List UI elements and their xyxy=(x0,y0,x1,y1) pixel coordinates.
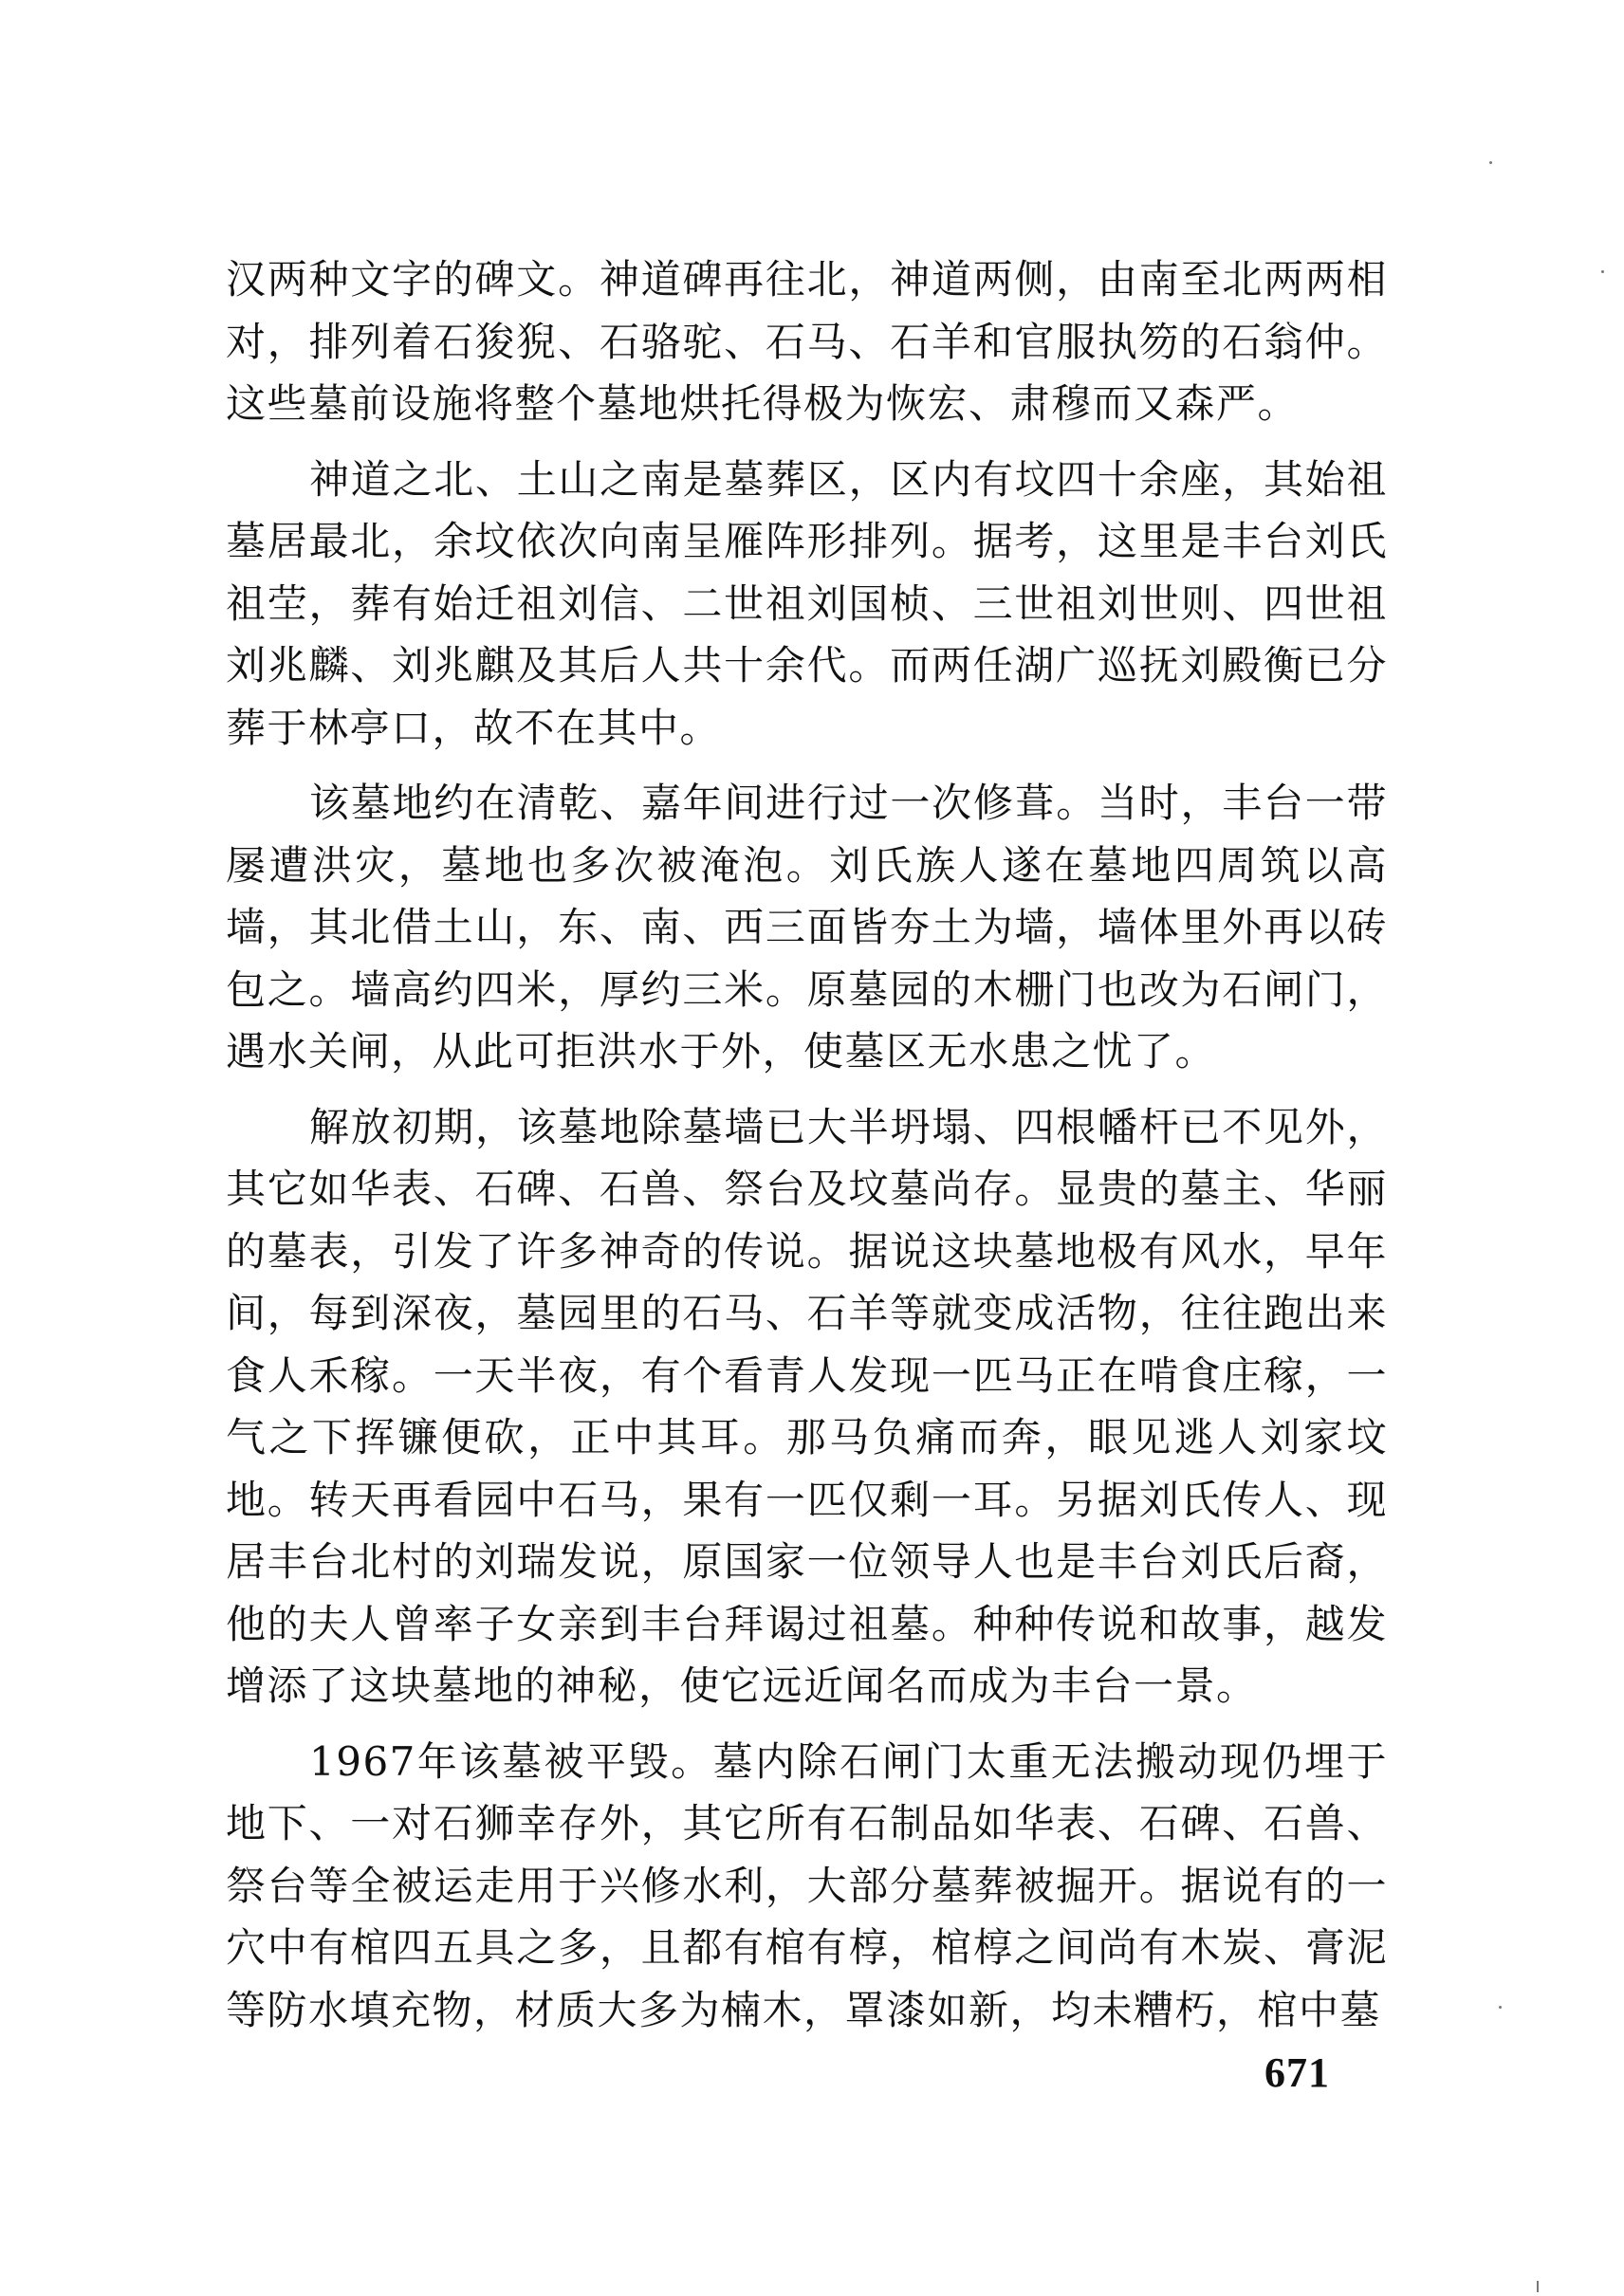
scan-speck xyxy=(1489,161,1492,164)
paragraph-1: 汉两种文字的碑文。神道碑再往北，神道两侧，由南至北两两相对，排列着石狻猊、石骆驼、石马、石羊和官服执笏的石翁仲。这些墓前设施将整个墓地烘托得极为恢宏、肃穆而又森严。 xyxy=(226,256,1388,427)
paragraph-3: 该墓地约在清乾、嘉年间进行过一次修葺。当时，丰台一带屡遭洪灾，墓地也多次被淹泡。刘氏族人遂在墓地四周筑以高墙，其北借土山，东、南、西三面皆夯土为墙，墙体里外再以砖包之。墙高约四米，厚约三米。原墓园的木栅门也改为石闸门，遇水关闸，从此可拒洪水于外，使墓区无水患之忧了。 xyxy=(226,780,1388,1075)
scan-speck xyxy=(1499,2006,1502,2009)
body-text xyxy=(226,248,1388,2041)
scan-speck xyxy=(1537,2281,1539,2292)
scan-speck xyxy=(1601,270,1604,273)
paragraph-4: 解放初期，该墓地除墓墙已大半坍塌、四根幡杆已不见外，其它如华表、石碑、石兽、祭台及坟墓尚存。显贵的墓主、华丽的墓表，引发了许多神奇的传说。据说这块墓地极有风水，早年间，每到深夜，墓园里的石马、石羊等就变成活物，往往跑出来食人禾稼。一天半夜，有个看青人发现一匹马正在啃食庄稼，一气之下挥镰便砍，正中其耳。那马负痛而奔，眼见逃人刘家坟地。转天再看园中石马，果有一匹仅剩一耳。另据刘氏传人、现居丰台北村的刘瑞发说，原国家一位领导人也是丰台刘氏后裔，他的夫人曾率子女亲到丰台拜谒过祖墓。种种传说和故事，越发增添了这块墓地的神秘，使它远近闻名而成为丰台一景。 xyxy=(226,1103,1388,1709)
paragraph-2: 神道之北、土山之南是墓葬区，区内有坟四十余座，其始祖墓居最北，余坟依次向南呈雁阵形排列。据考，这里是丰台刘氏祖茔，葬有始迁祖刘信、二世祖刘国桢、三世祖刘世则、四世祖刘兆麟、刘兆麒及其后人共十余代。而两任湖广巡抚刘殿衡已分葬于林亭口，故不在其中。 xyxy=(226,455,1388,751)
page-number: 671 xyxy=(1264,2049,1330,2096)
paragraph-5: 1967年该墓被平毁。墓内除石闸门太重无法搬动现仍埋于地下、一对石狮幸存外，其它所有石制品如华表、石碑、石兽、祭台等全被运走用于兴修水利，大部分墓葬被掘开。据说有的一穴中有棺四五具之多，且都有棺有椁，棺椁之间尚有木炭、膏泥等防水填充物，材质大多为楠木，罩漆如新，均未糟朽，棺中墓 xyxy=(226,1737,1388,2033)
